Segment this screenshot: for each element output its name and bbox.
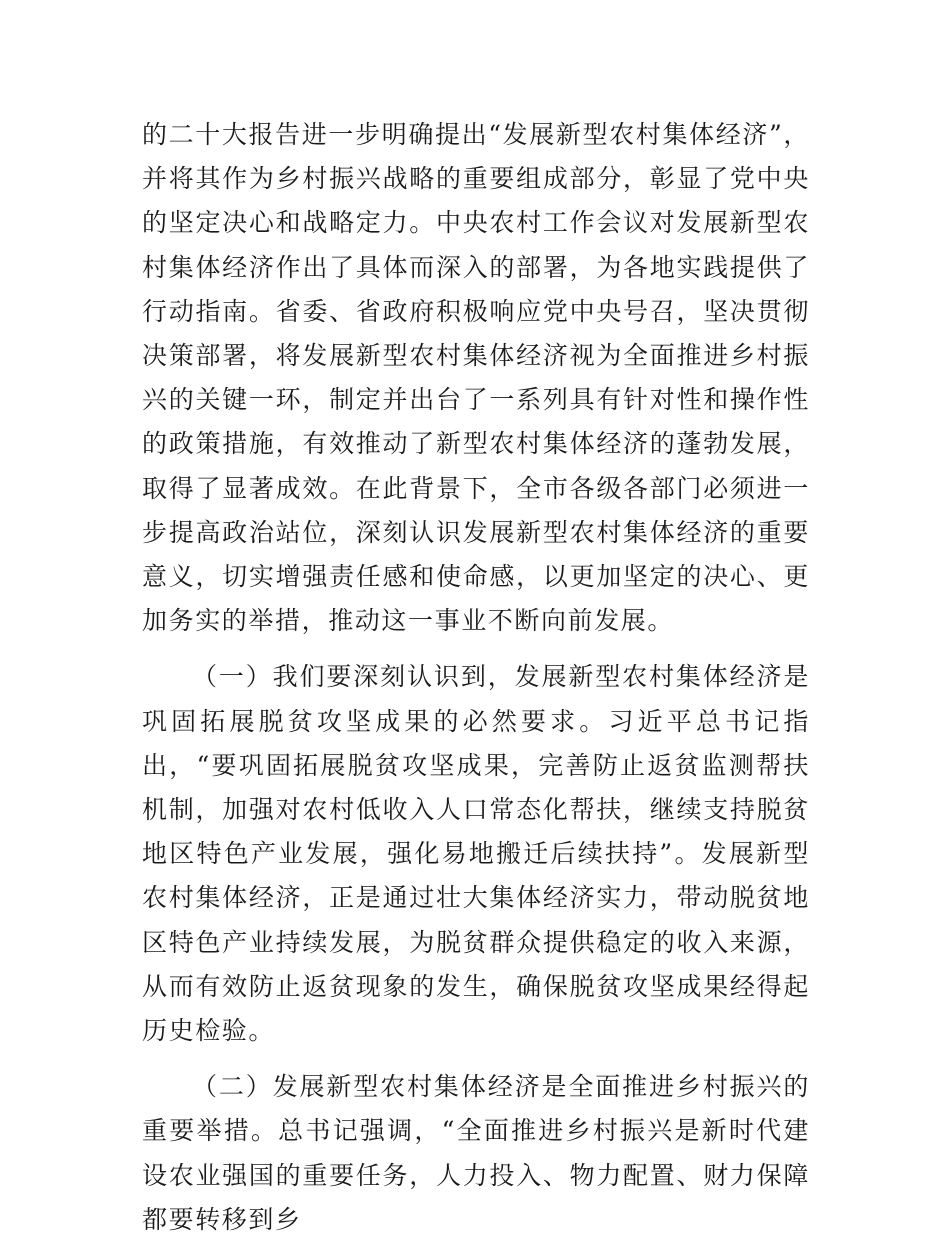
paragraph-2: （一）我们要深刻认识到，发展新型农村集体经济是巩固拓展脱贫攻坚成果的必然要求。习近平总书记指出，“要巩固拓展脱贫攻坚成果，完善防止返贫监测帮扶机制，加强对农村低收入人口常态化帮扶，继续支持脱贫地区特色产业发展，强化易地搬迁后续扶持”。发展新型农村集体经济，正是通过壮大集体经济实力，带动脱贫地区特色产业持续发展，为脱贫群众提供稳定的收入来源，从而有效防止返贫现象的发生，确保脱贫攻坚成果经得起历史检验。	[142, 662, 810, 1046]
paragraph-1: 的二十大报告进一步明确提出“发展新型农村集体经济”，并将其作为乡村振兴战略的重要组成部分，彰显了党中央的坚定决心和战略定力。中央农村工作会议对发展新型农村集体经济作出了具体而深入的部署，为各地实践提供了行动指南。省委、省政府积极响应党中央号召，坚决贯彻决策部署，将发展新型农村集体经济视为全面推进乡村振兴的关键一环，制定并出台了一系列具有针对性和操作性的政策措施，有效推动了新型农村集体经济的蓬勃发展，取得了显著成效。在此背景下，全市各级各部门必须进一步提高政治站位，深刻认识发展新型农村集体经济的重要意义，切实增强责任感和使命感，以更加坚定的决心、更加务实的举措，推动这一事业不断向前发展。	[142, 120, 810, 636]
body-text	[142, 113, 810, 1254]
paragraph-3: （二）发展新型农村集体经济是全面推进乡村振兴的重要举措。总书记强调，“全面推进乡村振兴是新时代建设农业强国的重要任务，人力投入、物力配置、财力保障都要转移到乡	[142, 1072, 810, 1234]
